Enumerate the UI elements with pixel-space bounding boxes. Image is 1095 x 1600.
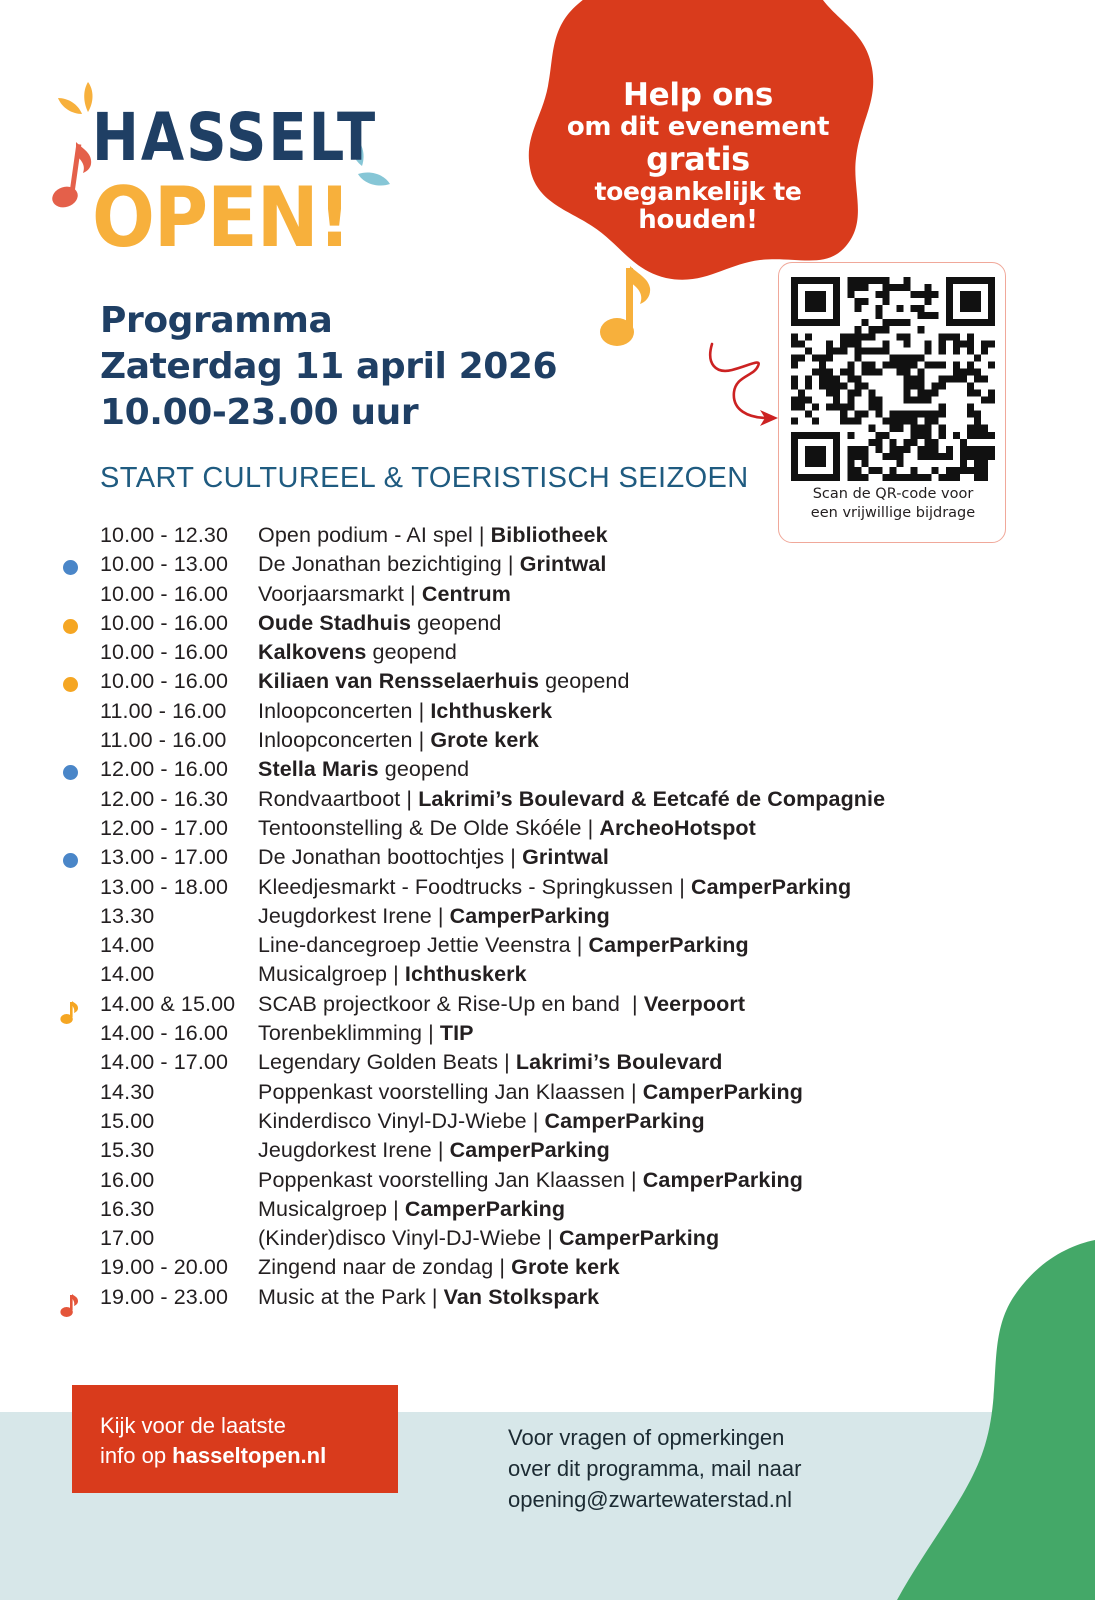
program-time: 16.00 <box>100 1167 155 1192</box>
music-note-red-icon <box>52 140 94 214</box>
program-row <box>62 816 1022 845</box>
program-time: 11.00 - 16.00 <box>100 698 227 723</box>
contact-email: opening@zwartewaterstad.nl <box>508 1487 793 1513</box>
marker-none <box>62 1175 80 1193</box>
website-callout-line-1: Kijk voor de laatste <box>100 1413 286 1438</box>
program-description: Voorjaarsmarkt | Centrum <box>258 581 511 606</box>
season-subtitle: START CULTUREEL & TOERISTISCH SEIZOEN <box>100 462 749 494</box>
program-row <box>62 669 1022 698</box>
program-time: 14.00 - 16.00 <box>100 1021 229 1046</box>
marker-blue-dot-icon <box>62 852 80 870</box>
marker-none <box>62 1057 80 1075</box>
program-row <box>62 933 1022 962</box>
program-row <box>62 611 1022 640</box>
program-time: 14.00 <box>100 962 155 987</box>
program-description: Zingend naar de zondag | Grote kerk <box>258 1255 620 1280</box>
program-description: SCAB projectkoor & Rise-Up en band | Veerpoort <box>258 991 746 1016</box>
program-description: De Jonathan bezichtiging | Grintwal <box>258 552 607 577</box>
program-time: 14.00 & 15.00 <box>100 991 236 1016</box>
program-row <box>62 904 1022 933</box>
marker-none <box>62 1116 80 1134</box>
program-time: 16.30 <box>100 1196 155 1221</box>
website-url: hasseltopen.nl <box>172 1443 327 1469</box>
program-time: 19.00 - 20.00 <box>100 1255 229 1280</box>
program-description: Stella Maris geopend <box>258 757 470 782</box>
marker-none <box>62 1028 80 1046</box>
program-time: 10.00 - 16.00 <box>100 610 229 635</box>
program-description: Inloopconcerten | Grote kerk <box>258 728 539 753</box>
program-row <box>62 1021 1022 1050</box>
marker-none <box>62 823 80 841</box>
program-description: Kiliaen van Rensselaerhuis geopend <box>258 669 630 694</box>
callout-line-3: gratis <box>646 139 750 178</box>
marker-none <box>62 589 80 607</box>
marker-music-note-red-icon <box>62 1292 80 1310</box>
program-row <box>62 787 1022 816</box>
program-row <box>62 582 1022 611</box>
program-row <box>62 699 1022 728</box>
program-row <box>62 992 1022 1021</box>
program-row <box>62 640 1022 669</box>
program-description: Oude Stadhuis geopend <box>258 610 502 635</box>
program-description: Kinderdisco Vinyl-DJ-Wiebe | CamperParking <box>258 1108 705 1133</box>
marker-none <box>62 911 80 929</box>
program-description: Torenbeklimming | TIP <box>258 1021 474 1046</box>
program-time: 10.00 - 16.00 <box>100 640 229 665</box>
title-line-1: Programma <box>100 300 333 341</box>
qr-code-image[interactable] <box>791 277 995 481</box>
marker-none <box>62 969 80 987</box>
marker-none <box>62 735 80 753</box>
marker-blue-dot-icon <box>62 559 80 577</box>
marker-none <box>62 1145 80 1163</box>
program-time: 13.30 <box>100 903 155 928</box>
program-time: 19.00 - 23.00 <box>100 1284 229 1309</box>
program-list <box>62 523 1022 1314</box>
title-line-3: 10.00-23.00 uur <box>100 392 419 434</box>
website-callout-prefix: info op <box>100 1443 173 1469</box>
callout-text <box>548 78 848 235</box>
program-description: Jeugdorkest Irene | CamperParking <box>258 903 610 928</box>
program-time: 14.30 <box>100 1079 155 1104</box>
program-row <box>62 552 1022 581</box>
program-description: De Jonathan boottochtjes | Grintwal <box>258 845 609 870</box>
marker-none <box>62 706 80 724</box>
contact-line-2: over dit programma, mail naar <box>508 1456 802 1482</box>
qr-caption-line-2: een vrijwillige bijdrage <box>810 504 976 521</box>
program-row <box>62 1138 1022 1167</box>
marker-none <box>62 940 80 958</box>
page-title <box>100 298 557 436</box>
qr-donation-card[interactable] <box>778 262 1006 543</box>
program-time: 15.00 <box>100 1108 155 1133</box>
program-time: 13.00 - 17.00 <box>100 845 229 870</box>
qr-caption <box>779 485 1007 522</box>
program-row <box>62 1255 1022 1284</box>
program-description: Legendary Golden Beats | Lakrimi’s Boulevard <box>258 1050 723 1075</box>
marker-music-note-yellow-icon <box>62 999 80 1017</box>
marker-none <box>62 1233 80 1251</box>
marker-orange-dot-icon <box>62 676 80 694</box>
program-description: (Kinder)disco Vinyl-DJ-Wiebe | CamperParking <box>258 1226 720 1251</box>
program-row <box>62 1050 1022 1079</box>
program-description: Music at the Park | Van Stolkspark <box>258 1284 600 1309</box>
marker-none <box>62 647 80 665</box>
marker-none <box>62 1087 80 1105</box>
program-description: Kleedjesmarkt - Foodtrucks - Springkussen | CamperParking <box>258 874 852 899</box>
logo-open-text: OPEN! <box>92 170 351 267</box>
program-time: 10.00 - 12.30 <box>100 523 229 547</box>
contact-text <box>508 1422 801 1516</box>
callout-line-2: om dit evenement <box>566 111 830 142</box>
marker-orange-dot-icon <box>62 618 80 636</box>
program-time: 10.00 - 13.00 <box>100 552 229 577</box>
contact-line-1: Voor vragen of opmerkingen <box>508 1425 785 1450</box>
program-time: 11.00 - 16.00 <box>100 728 227 753</box>
program-description: Open podium - AI spel | Bibliotheek <box>258 523 608 547</box>
program-row <box>62 1109 1022 1138</box>
website-callout-text <box>100 1411 326 1472</box>
program-time: 12.00 - 16.30 <box>100 786 229 811</box>
program-description: Poppenkast voorstelling Jan Klaassen | CamperParking <box>258 1167 804 1192</box>
marker-none <box>62 882 80 900</box>
title-line-2: Zaterdag 11 april 2026 <box>100 346 558 388</box>
callout-line-5: houden! <box>638 204 758 235</box>
program-row <box>62 1197 1022 1226</box>
program-time: 10.00 - 16.00 <box>100 581 229 606</box>
program-time: 15.30 <box>100 1138 155 1163</box>
program-row <box>62 875 1022 904</box>
marker-none <box>62 1262 80 1280</box>
program-description: Tentoonstelling & De Olde Skóéle | ArcheoHotspot <box>258 815 756 840</box>
program-time: 14.00 - 17.00 <box>100 1050 229 1075</box>
program-description: Rondvaartboot | Lakrimi’s Boulevard & Eetcafé de Compagnie <box>258 786 886 811</box>
program-time: 17.00 <box>100 1226 155 1251</box>
callout-line-1: Help ons <box>623 77 773 113</box>
callout-line-4: toegankelijk te <box>594 176 802 206</box>
program-row <box>62 962 1022 991</box>
program-row <box>62 845 1022 874</box>
marker-none <box>62 530 80 548</box>
program-description: Musicalgroep | CamperParking <box>258 1196 566 1221</box>
program-row <box>62 523 1022 552</box>
marker-blue-dot-icon <box>62 764 80 782</box>
program-row <box>62 1168 1022 1197</box>
logo-hasselt-text: HASSELT <box>92 100 378 177</box>
program-time: 12.00 - 16.00 <box>100 757 229 782</box>
program-description: Line-dancegroep Jettie Veenstra | CamperParking <box>258 933 749 958</box>
qr-caption-line-1: Scan de QR-code voor <box>812 486 974 502</box>
program-row <box>62 1226 1022 1255</box>
program-time: 13.00 - 18.00 <box>100 874 229 899</box>
program-row <box>62 1080 1022 1109</box>
marker-none <box>62 794 80 812</box>
website-callout-box[interactable] <box>72 1385 398 1493</box>
marker-none <box>62 1204 80 1222</box>
program-description: Jeugdorkest Irene | CamperParking <box>258 1138 610 1163</box>
website-callout-line-2 <box>100 1441 326 1471</box>
program-row <box>62 728 1022 757</box>
program-row <box>62 1285 1022 1314</box>
program-description: Poppenkast voorstelling Jan Klaassen | CamperParking <box>258 1079 804 1104</box>
music-note-yellow-icon <box>600 262 654 359</box>
program-description: Inloopconcerten | Ichthuskerk <box>258 698 553 723</box>
program-description: Kalkovens geopend <box>258 640 457 665</box>
program-description: Musicalgroep | Ichthuskerk <box>258 962 527 987</box>
hasselt-open-logo <box>52 78 452 267</box>
program-time: 14.00 <box>100 933 155 958</box>
program-time: 12.00 - 17.00 <box>100 815 229 840</box>
program-time: 10.00 - 16.00 <box>100 669 229 694</box>
program-row <box>62 757 1022 786</box>
